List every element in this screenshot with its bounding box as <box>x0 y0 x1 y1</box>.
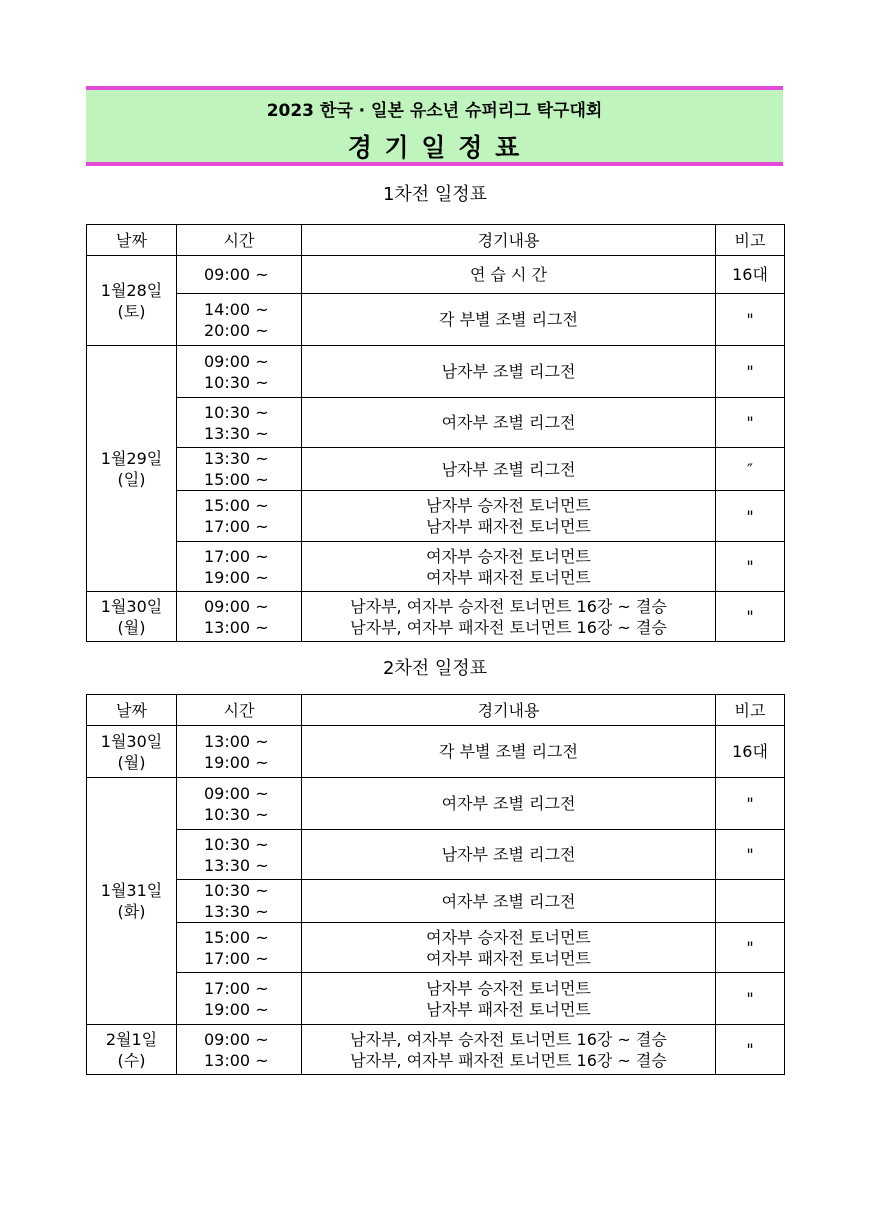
time-cell: 09:00 ~ 13:00 ~ <box>177 592 302 642</box>
table-row <box>87 973 785 1025</box>
schedule2-table <box>86 694 785 1075</box>
content-cell: 남자부 조별 리그전 <box>302 346 716 398</box>
schedule1-table <box>86 224 785 642</box>
note-cell: " <box>716 542 785 592</box>
note-cell: " <box>716 778 785 830</box>
time-cell: 15:00 ~ 17:00 ~ <box>177 491 302 542</box>
table-row <box>87 398 785 448</box>
table-row <box>87 923 785 973</box>
date-cell: 1월30일 (월) <box>87 592 177 642</box>
col-header-content: 경기내용 <box>302 225 716 256</box>
tournament-title: 2023 한국 · 일본 유소년 슈퍼리그 탁구대회 <box>266 101 603 121</box>
note-cell: " <box>716 1025 785 1075</box>
time-cell: 09:00 ~ 10:30 ~ <box>177 346 302 398</box>
col-header-time: 시간 <box>177 225 302 256</box>
date-cell: 1월29일 (일) <box>87 346 177 592</box>
time-cell: 10:30 ~ 13:30 ~ <box>177 398 302 448</box>
content-cell: 남자부 조별 리그전 <box>302 448 716 491</box>
content-cell: 남자부, 여자부 승자전 토너먼트 16강 ~ 결승 남자부, 여자부 패자전 토너먼트 16강 ~ 결승 <box>302 1025 716 1075</box>
title-banner <box>86 86 783 166</box>
time-cell: 10:30 ~ 13:30 ~ <box>177 880 302 923</box>
table-row <box>87 1025 785 1075</box>
content-cell: 여자부 승자전 토너먼트 여자부 패자전 토너먼트 <box>302 923 716 973</box>
note-cell: " <box>716 491 785 542</box>
time-cell: 13:30 ~ 15:00 ~ <box>177 448 302 491</box>
table-row <box>87 491 785 542</box>
time-cell: 17:00 ~ 19:00 ~ <box>177 542 302 592</box>
date-cell: 2월1일 (수) <box>87 1025 177 1075</box>
time-cell: 09:00 ~ <box>177 256 302 294</box>
date-cell: 1월28일 (토) <box>87 256 177 346</box>
col-header-date: 날짜 <box>87 225 177 256</box>
time-cell: 14:00 ~ 20:00 ~ <box>177 294 302 346</box>
col-header-time: 시간 <box>177 695 302 726</box>
content-cell: 남자부 조별 리그전 <box>302 830 716 880</box>
content-cell: 남자부 승자전 토너먼트 남자부 패자전 토너먼트 <box>302 973 716 1025</box>
time-cell: 15:00 ~ 17:00 ~ <box>177 923 302 973</box>
note-cell: " <box>716 294 785 346</box>
time-cell: 09:00 ~ 13:00 ~ <box>177 1025 302 1075</box>
col-header-note: 비고 <box>716 695 785 726</box>
note-cell: ″ <box>716 448 785 491</box>
content-cell: 여자부 조별 리그전 <box>302 778 716 830</box>
table-row <box>87 294 785 346</box>
content-cell: 각 부별 조별 리그전 <box>302 294 716 346</box>
content-cell: 남자부 승자전 토너먼트 남자부 패자전 토너먼트 <box>302 491 716 542</box>
note-cell <box>716 880 785 923</box>
table-row <box>87 448 785 491</box>
content-cell: 연 습 시 간 <box>302 256 716 294</box>
time-cell: 09:00 ~ 10:30 ~ <box>177 778 302 830</box>
note-cell: 16대 <box>716 256 785 294</box>
note-cell: 16대 <box>716 726 785 778</box>
table-row <box>87 256 785 294</box>
note-cell: " <box>716 398 785 448</box>
time-cell: 17:00 ~ 19:00 ~ <box>177 973 302 1025</box>
col-header-content: 경기내용 <box>302 695 716 726</box>
table-row <box>87 542 785 592</box>
table-row <box>87 592 785 642</box>
table-row <box>87 726 785 778</box>
col-header-date: 날짜 <box>87 695 177 726</box>
content-cell: 여자부 조별 리그전 <box>302 398 716 448</box>
date-cell: 1월31일 (화) <box>87 778 177 1025</box>
content-cell: 남자부, 여자부 승자전 토너먼트 16강 ~ 결승 남자부, 여자부 패자전 토너먼트 16강 ~ 결승 <box>302 592 716 642</box>
table-row <box>87 778 785 830</box>
content-cell: 각 부별 조별 리그전 <box>302 726 716 778</box>
note-cell: " <box>716 973 785 1025</box>
note-cell: " <box>716 346 785 398</box>
content-cell: 여자부 조별 리그전 <box>302 880 716 923</box>
header-row <box>87 225 785 256</box>
table-row <box>87 346 785 398</box>
content-cell: 여자부 승자전 토너먼트 여자부 패자전 토너먼트 <box>302 542 716 592</box>
schedule2-heading: 2차전 일정표 <box>382 658 488 679</box>
table-row <box>87 830 785 880</box>
col-header-note: 비고 <box>716 225 785 256</box>
note-cell: " <box>716 592 785 642</box>
header-row <box>87 695 785 726</box>
time-cell: 10:30 ~ 13:30 ~ <box>177 830 302 880</box>
date-cell: 1월30일 (월) <box>87 726 177 778</box>
time-cell: 13:00 ~ 19:00 ~ <box>177 726 302 778</box>
table-row <box>87 880 785 923</box>
schedule1-heading: 1차전 일정표 <box>382 184 488 205</box>
schedule-subtitle: 경 기 일 정 표 <box>347 133 522 162</box>
note-cell: " <box>716 923 785 973</box>
note-cell: " <box>716 830 785 880</box>
